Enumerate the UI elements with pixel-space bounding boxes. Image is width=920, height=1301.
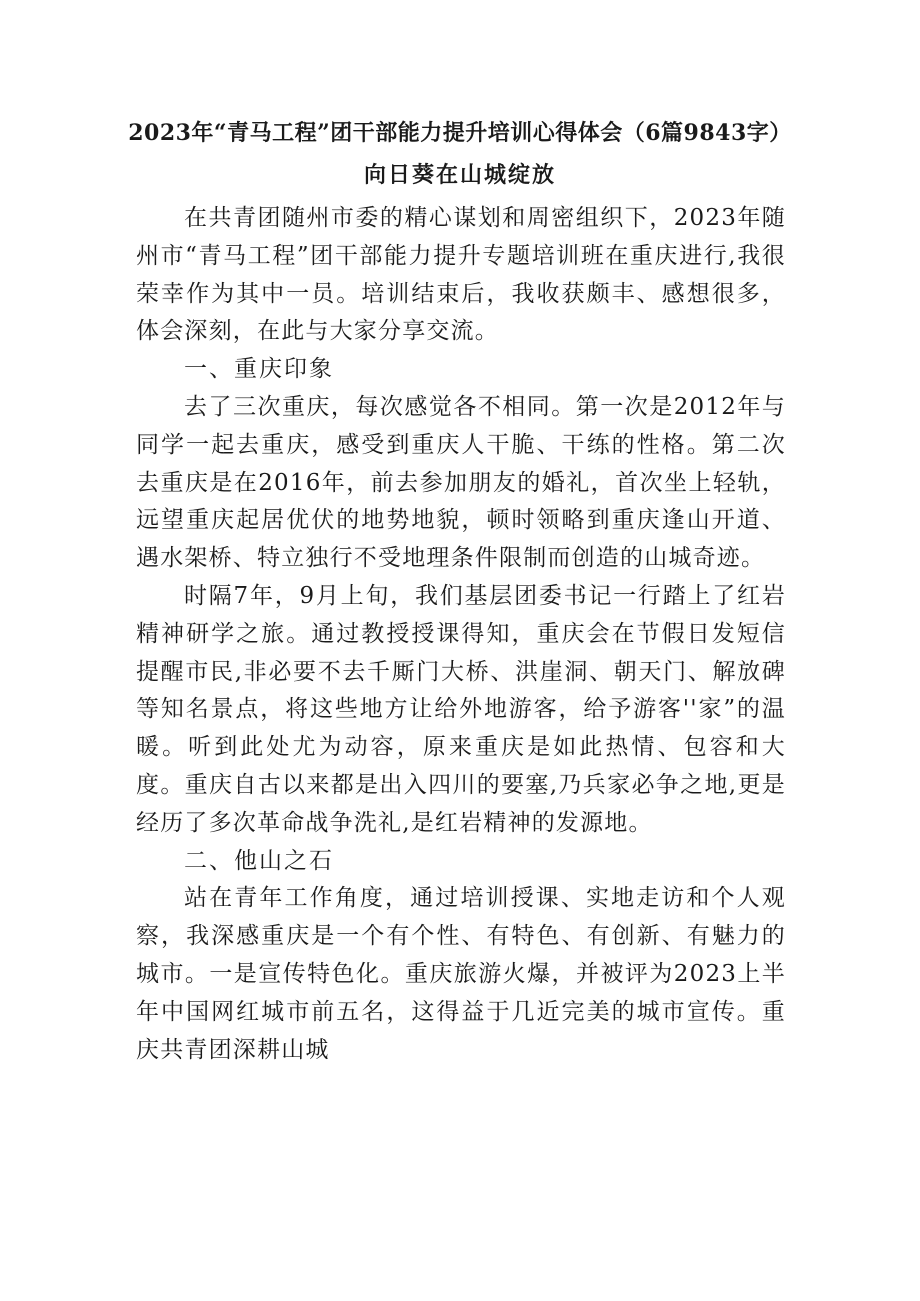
paragraph-study-trip: 时隔7年，9月上旬，我们基层团委书记一行踏上了红岩精神研学之旅。通过教授授课得知，重庆会在节假日发短信提醒市民,非必要不去千厮门大桥、洪崖洞、朝天门、解放碑等知名景点，将这些地方让给外地游客，给予游客''家”的温暖。听到此处尤为动容，原来重庆是如此热情、包容和大度。重庆自古以来都是出入四川的要塞,乃兵家必争之地,更是经历了多次革命战争洗礼,是红岩精神的发源地。 — [136, 582, 786, 836]
document-body — [136, 200, 786, 1069]
document-subtitle: 向日葵在山城绽放 — [363, 162, 556, 188]
paragraph-three-visits: 去了三次重庆，每次感觉各不相同。第一次是2012年与同学一起去重庆，感受到重庆人干脆、干练的性格。第二次去重庆是在2016年，前去参加朋友的婚礼，首次坐上轻轨，远望重庆起居优伏的地势地貌，顿时领略到重庆逢山开道、遇水架桥、特立独行不受地理条件限制而创造的山城奇迹。 — [136, 393, 786, 572]
paragraph-intro: 在共青团随州市委的精心谋划和周密组织下，2023年随州市“青马工程”团干部能力提升专题培训班在重庆进行,我很荣幸作为其中一员。培训结束后，我收获颇丰、感想很多，体会深刻，在此与大家分享交流。 — [136, 205, 786, 345]
document-title: 2023年“青马工程”团干部能力提升培训心得体会（6篇9843字） — [128, 120, 792, 146]
paragraph-youth-work: 站在青年工作角度，通过培训授课、实地走访和个人观察，我深感重庆是一个有个性、有特色、有创新、有魅力的城市。一是宣传特色化。重庆旅游火爆，并被评为2023上半年中国网红城市前五名，这得益于几近完美的城市宣传。重庆共青团深耕山城 — [136, 885, 786, 1063]
section-heading-chongqing-impression: 一、重庆印象 — [184, 356, 334, 383]
section-heading-lessons: 二、他山之石 — [184, 847, 334, 874]
